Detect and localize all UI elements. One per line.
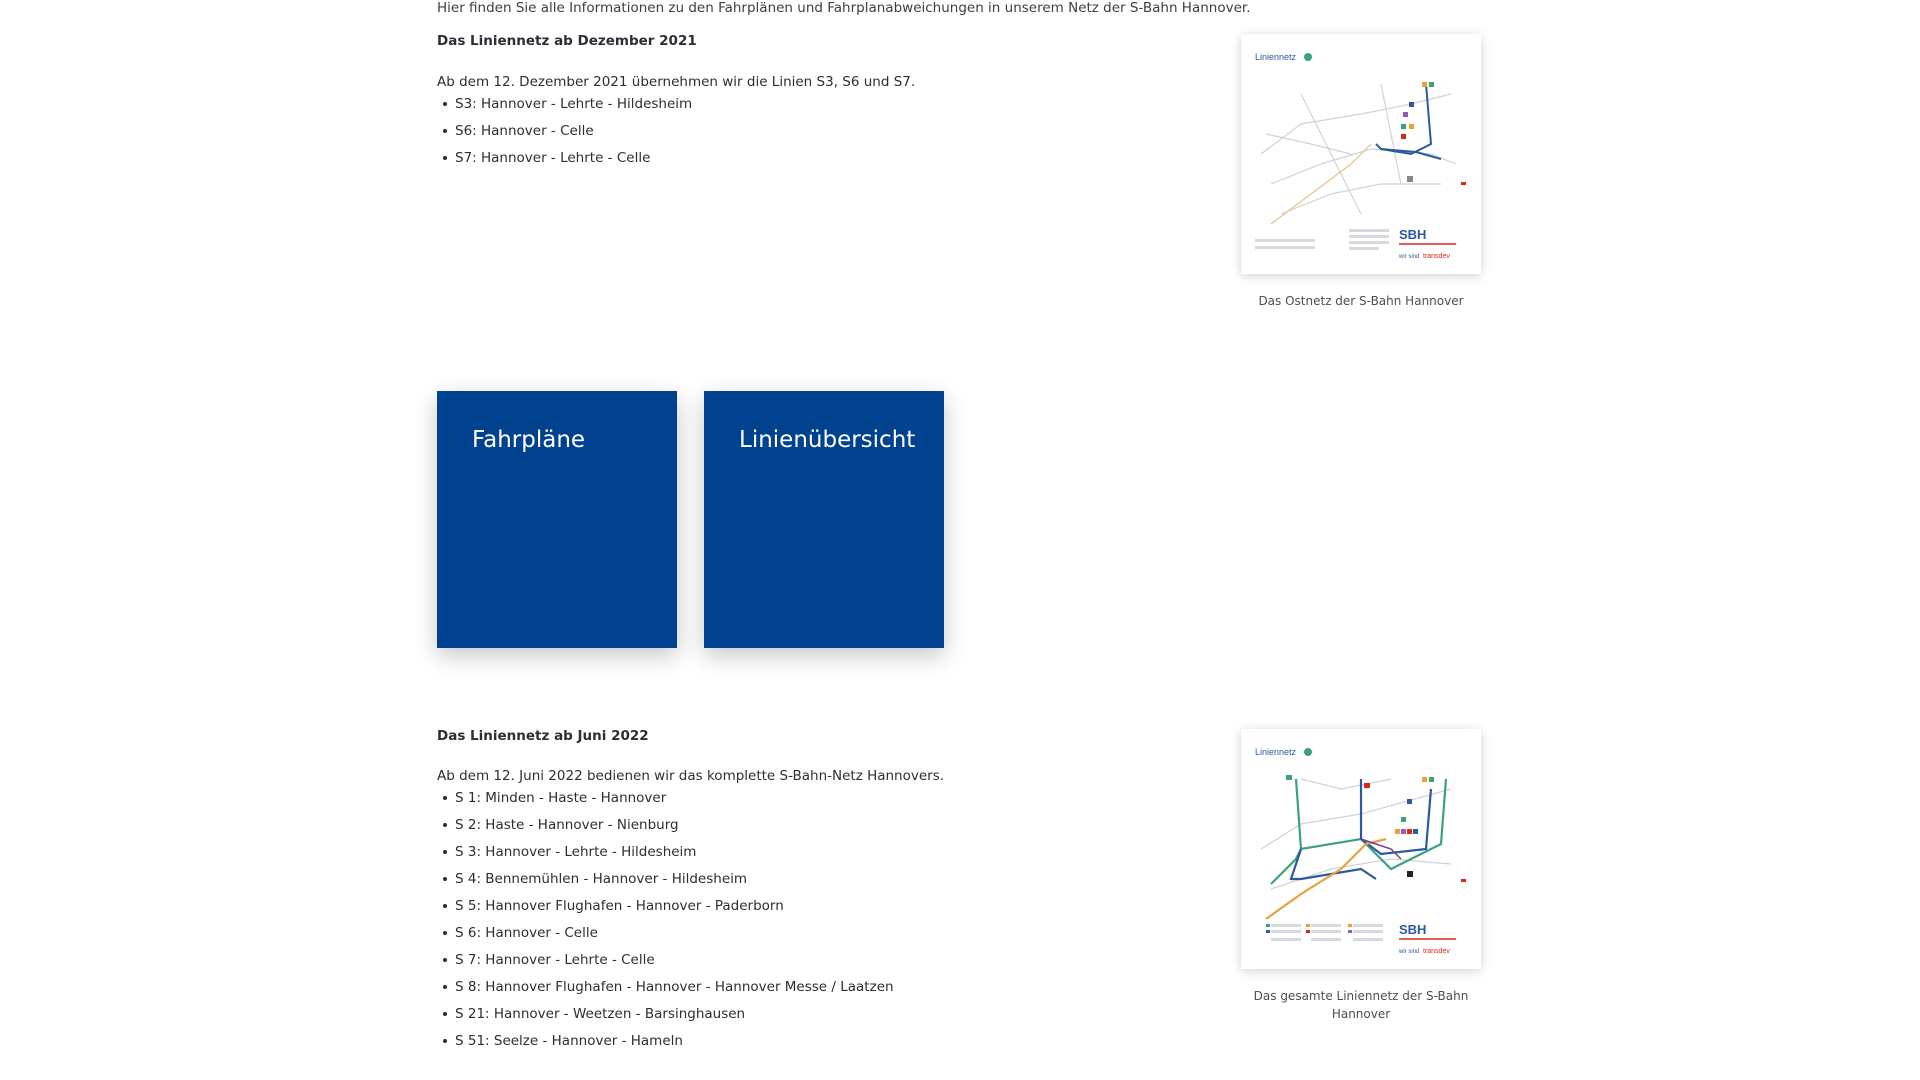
list-item: S 8: Hannover Flughafen - Hannover - Hannover Messe / Laatzen — [437, 978, 894, 1005]
list-item: S 1: Minden - Haste - Hannover — [437, 789, 894, 816]
sbh-logo: SBH — [1399, 922, 1427, 937]
list-item: S 7: Hannover - Lehrte - Celle — [437, 951, 894, 978]
list-item: S 4: Bennemühlen - Hannover - Hildesheim — [437, 870, 894, 897]
tile-label: Fahrpläne — [472, 427, 586, 453]
line-list-dec-2021 — [437, 95, 692, 176]
map-caption-gesamtnetz: Das gesamte Liniennetz der S-Bahn Hannover — [1253, 989, 1469, 1021]
intro-text: Hier finden Sie alle Informationen zu den Fahrplänen und Fahrplanabweichungen in unserem Netz der S-Bahn Hannover. — [437, 0, 1251, 16]
list-item: S 3: Hannover - Lehrte - Hildesheim — [437, 843, 894, 870]
list-item: S3: Hannover - Lehrte - Hildesheim — [437, 95, 692, 122]
line-list-jun-2022 — [437, 789, 894, 1059]
network-map-graphic — [1241, 729, 1481, 969]
transdev-logo: transdev — [1423, 948, 1450, 955]
network-map-graphic — [1241, 34, 1481, 274]
line-overview-tile[interactable] — [704, 391, 944, 648]
map-tagline: wir sind — [1399, 254, 1420, 260]
map-image-ostnetz[interactable] — [1241, 34, 1481, 274]
section-text-jun-2022: Ab dem 12. Juni 2022 bedienen wir das komplette S-Bahn-Netz Hannovers. — [437, 768, 945, 784]
map-caption-ostnetz: Das Ostnetz der S-Bahn Hannover — [1258, 294, 1464, 308]
list-item: S 2: Haste - Hannover - Nienburg — [437, 816, 894, 843]
list-item: S 51: Seelze - Hannover - Hameln — [437, 1032, 894, 1059]
tile-label: Linienübersicht — [739, 427, 916, 453]
sbh-logo: SBH — [1399, 227, 1427, 242]
list-item: S 21: Hannover - Weetzen - Barsinghausen — [437, 1005, 894, 1032]
timetables-tile[interactable] — [437, 391, 677, 648]
section-heading-dec-2021: Das Liniennetz ab Dezember 2021 — [437, 33, 697, 49]
map-image-gesamtnetz[interactable] — [1241, 729, 1481, 969]
transdev-logo: transdev — [1423, 253, 1450, 260]
section-heading-jun-2022: Das Liniennetz ab Juni 2022 — [437, 728, 649, 744]
list-item: S6: Hannover - Celle — [437, 122, 692, 149]
list-item: S7: Hannover - Lehrte - Celle — [437, 149, 692, 176]
section-text-dec-2021: Ab dem 12. Dezember 2021 übernehmen wir die Linien S3, S6 und S7. — [437, 74, 916, 90]
list-item: S 6: Hannover - Celle — [437, 924, 894, 951]
map-title: Liniennetz — [1255, 747, 1297, 757]
map-title: Liniennetz — [1255, 52, 1297, 62]
list-item: S 5: Hannover Flughafen - Hannover - Paderborn — [437, 897, 894, 924]
map-tagline: wir sind — [1399, 949, 1420, 955]
